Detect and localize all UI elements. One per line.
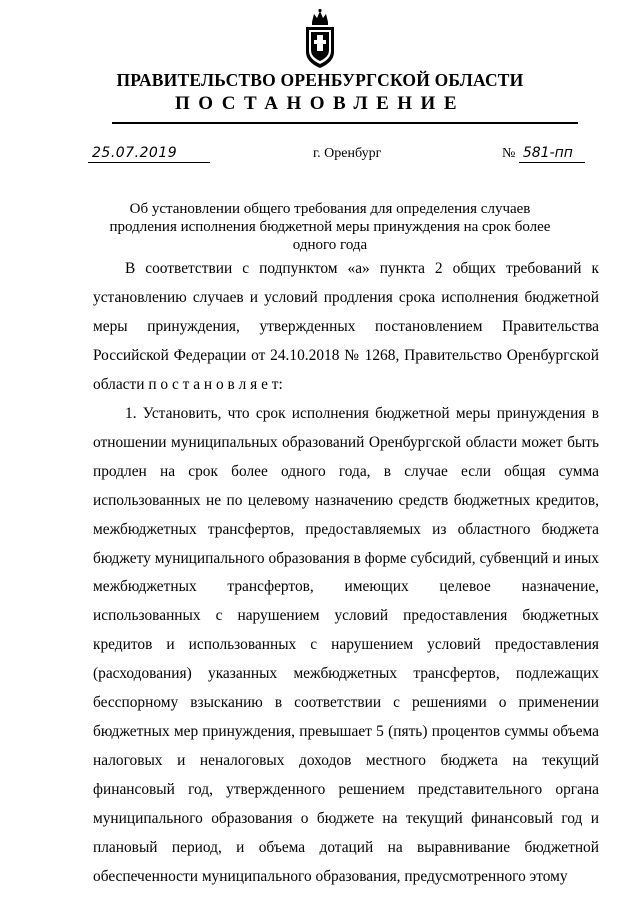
decree-title: Об установлении общего требования для определения случаев продления исполнения бюджетной меры принуждения на срок более одного года bbox=[109, 201, 551, 253]
paragraph-item-1: 1. Установить, что срок исполнения бюджетной меры принуждения в отношении муниципальных образований Оренбургской области может быть продлен на срок более одного года, в случае если общая сумма использованных не по целевому назначению средств бюджетных кредитов, межбюджетных трансфертов, предоставляемых из областного бюджета бюджету муниципального образования в форме субсидий, субвенций и иных межбюджетных трансфертов, имеющих целевое назначение, использованных с нарушением условий предоставления бюджетных кредитов и использованных с нарушением условий предоставления (расходования) указанных межбюджетных трансфертов, подлежащих бесспорному взысканию в соответствии с решениями о применении бюджетных мер принуждения, превышает 5 (пять) процентов суммы объема налоговых и неналоговых доходов местного бюджета на текущий финансовый год, утвержденного решением представительного органа муниципального образования о бюджете на текущий финансовый год и плановый период, и объема дотаций на выравнивание бюджетной обеспеченности муниципального образования, предусмотренного этому bbox=[93, 405, 599, 885]
document-type: ПОСТАНОВЛЕНИЕ bbox=[174, 93, 466, 114]
paragraph-preamble bbox=[93, 255, 599, 400]
preamble-text: В соответствии с подпунктом «а» пункта 2 общих требований к установлению случаев и условий продления срока исполнения бюджетной меры принуждения, утвержденных постановлением Правительства Российской Федерации от 24.10.2018 № 1268, Правительство Оренбургской области bbox=[93, 260, 599, 393]
decree-city: г. Оренбург bbox=[313, 146, 382, 161]
government-title: ПРАВИТЕЛЬСТВО ОРЕНБУРГСКОЙ ОБЛАСТИ bbox=[116, 70, 524, 90]
preamble-verb: п о с т а н о в л я е т: bbox=[148, 375, 283, 393]
decree-date: 25.07.2019 bbox=[88, 144, 210, 163]
coat-of-arms-icon bbox=[303, 8, 337, 70]
header-divider bbox=[112, 122, 578, 124]
number-value: 581-пп bbox=[519, 144, 585, 163]
number-prefix: № bbox=[502, 146, 516, 161]
decree-number bbox=[502, 144, 585, 163]
